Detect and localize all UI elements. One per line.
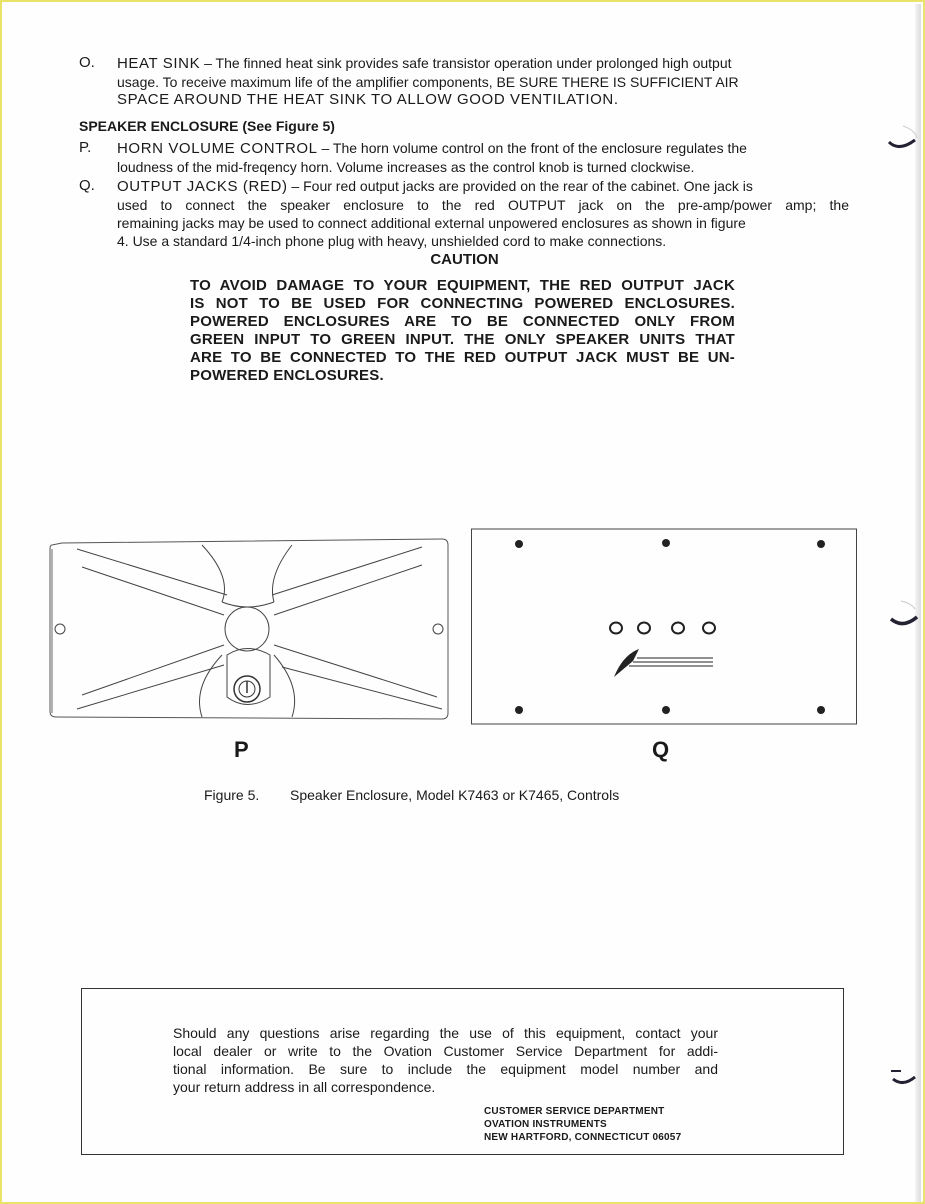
notice-address	[484, 1105, 681, 1144]
item-text-line: usage. To receive maximum life of the amplifier components, BE SURE THERE IS SUFFICIENT AIR	[117, 74, 739, 90]
item-heading: HORN VOLUME CONTROL	[117, 140, 318, 157]
item-text-line: SPACE AROUND THE HEAT SINK TO ALLOW GOOD VENTILATION.	[117, 91, 619, 108]
address-line: NEW HARTFORD, CONNECTICUT 06057	[484, 1132, 682, 1143]
customer-service-notice	[81, 988, 844, 1155]
item-output-jacks	[79, 177, 849, 250]
address-line: OVATION INSTRUMENTS	[484, 1119, 607, 1130]
item-heading: HEAT SINK	[117, 55, 201, 72]
figure-label-q: Q	[652, 737, 670, 762]
item-horn-volume-control	[79, 139, 849, 176]
caution-line: TO AVOID DAMAGE TO YOUR EQUIPMENT, THE RED OUTPUT JACK	[190, 277, 735, 294]
caution-line: GREEN INPUT TO GREEN INPUT. THE ONLY SPEAKER UNITS THAT	[190, 331, 735, 348]
caution-line: ARE TO BE CONNECTED TO THE RED OUTPUT JACK MUST BE UN-	[190, 349, 735, 366]
figure-label-p: P	[234, 737, 249, 762]
notice-line: local dealer or write to the Ovation Customer Service Department for addi-	[173, 1043, 718, 1059]
item-heading: OUTPUT JACKS (RED)	[117, 178, 288, 195]
phone-plug-icon	[614, 649, 713, 677]
item-text-line: – Four red output jacks are provided on the rear of the cabinet. One jack is	[287, 178, 753, 194]
output-jack-icon	[610, 623, 715, 634]
address-line: CUSTOMER SERVICE DEPARTMENT	[484, 1106, 665, 1117]
figure-number: Figure 5.	[204, 787, 260, 803]
binder-hole-icon	[885, 1057, 919, 1093]
front-panel-horn-illustration	[42, 537, 462, 722]
item-letter: Q.	[79, 177, 95, 194]
caution-line: POWERED ENCLOSURES ARE TO BE CONNECTED ONLY FROM	[190, 313, 735, 330]
item-text-line: remaining jacks may be used to connect additional external unpowered enclosures as shown in figure	[117, 215, 746, 231]
item-text-line: loudness of the mid-freqency horn. Volume increases as the control knob is turned clockwise.	[117, 159, 695, 175]
figure-caption-text: Speaker Enclosure, Model K7463 or K7465, Controls	[290, 787, 620, 803]
item-text-line: 4. Use a standard 1/4-inch phone plug with heavy, unshielded cord to make connections.	[117, 233, 667, 249]
binder-hole-icon	[885, 597, 919, 633]
caution-title: CAUTION	[430, 251, 499, 268]
caution-line: IS NOT TO BE USED FOR CONNECTING POWERED ENCLOSURES.	[190, 295, 735, 312]
item-letter: P.	[79, 139, 92, 156]
caution-line: POWERED ENCLOSURES.	[190, 367, 384, 384]
item-heat-sink	[79, 54, 849, 109]
item-text-line: – The finned heat sink provides safe transistor operation under prolonged high output	[200, 55, 732, 71]
notice-line: Should any questions arise regarding the use of this equipment, contact your	[173, 1025, 718, 1041]
item-letter: O.	[79, 54, 95, 71]
notice-message	[173, 1024, 718, 1096]
section-heading: SPEAKER ENCLOSURE (See Figure 5)	[79, 118, 335, 134]
figure-caption	[204, 787, 619, 803]
item-text-line: – The horn volume control on the front of the enclosure regulates the	[317, 140, 747, 156]
notice-line: tional information. Be sure to include the equipment model number and	[173, 1061, 718, 1077]
caution-body	[190, 277, 735, 385]
item-text-line: used to connect the speaker enclosure to the red OUTPUT jack on the pre-amp/power amp; the	[117, 197, 849, 213]
binder-hole-icon	[885, 122, 919, 158]
rear-panel-jacks-illustration	[471, 527, 861, 727]
notice-line: your return address in all correspondence.	[173, 1079, 436, 1095]
